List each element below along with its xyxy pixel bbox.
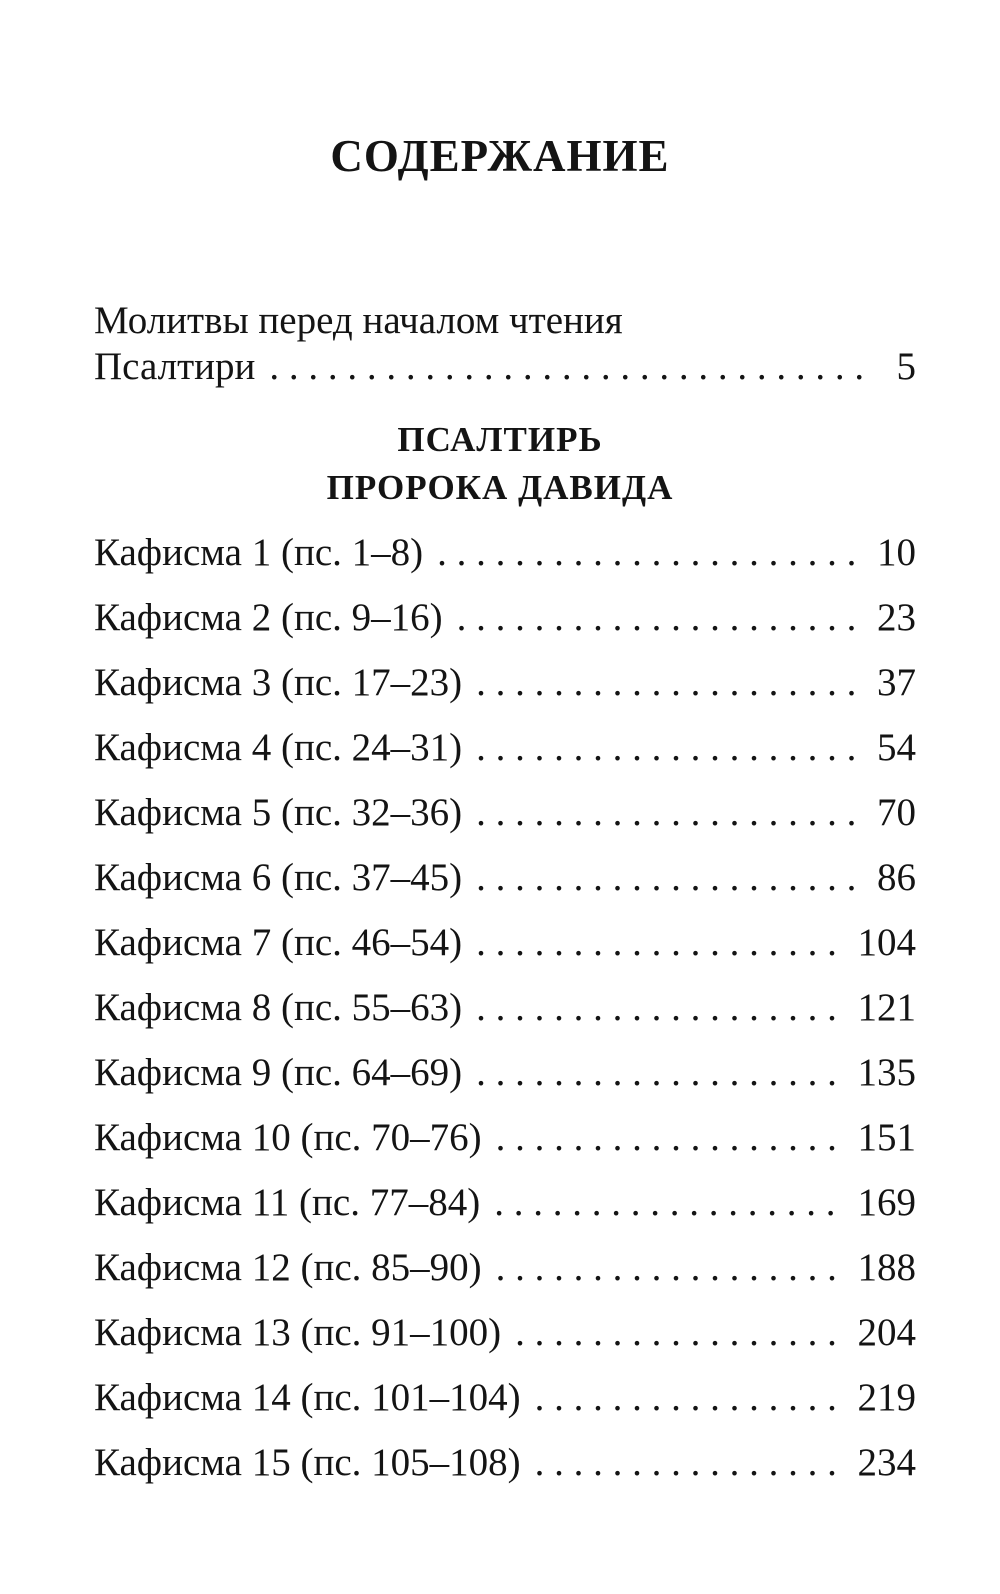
toc-entry-label: Кафисма 7 (пс. 46–54) <box>94 921 463 964</box>
section-heading-line1: ПСАЛТИРЬ <box>397 420 603 459</box>
toc-entry-page: 151 <box>857 1116 916 1159</box>
toc-entry <box>94 528 916 578</box>
toc-entry-label: Кафисма 10 (пс. 70–76) <box>94 1116 482 1159</box>
dot-leader <box>269 342 862 392</box>
intro-entry-page: 5 <box>896 345 916 388</box>
dot-leader <box>535 1438 844 1488</box>
toc-entry <box>94 1178 916 1228</box>
toc-entry <box>94 983 916 1033</box>
dot-leader <box>496 1243 844 1293</box>
toc-entry <box>94 1438 916 1488</box>
toc-entry <box>94 593 916 643</box>
toc-entry-page: 121 <box>857 986 916 1029</box>
toc-entry-label: Кафисма 6 (пс. 37–45) <box>94 856 463 899</box>
dot-leader <box>494 1178 843 1228</box>
dot-leader <box>476 853 862 903</box>
toc-entry <box>94 1243 916 1293</box>
dot-leader <box>476 983 843 1033</box>
toc-entry <box>94 853 916 903</box>
dot-leader <box>457 593 862 643</box>
toc-entry-label: Кафисма 12 (пс. 85–90) <box>94 1246 482 1289</box>
toc-entry-page: 104 <box>857 921 916 964</box>
intro-entry-label-line2: Псалтири <box>94 345 256 388</box>
dot-leader <box>496 1113 844 1163</box>
toc-entry-label: Кафисма 1 (пс. 1–8) <box>94 531 424 574</box>
dot-leader <box>476 788 862 838</box>
toc-entry <box>94 1048 916 1098</box>
toc-entry <box>94 723 916 773</box>
toc-entry <box>94 658 916 708</box>
toc-entry-page: 23 <box>877 596 916 639</box>
toc-entry-page: 219 <box>857 1376 916 1419</box>
toc-entry-page: 135 <box>857 1051 916 1094</box>
dot-leader <box>476 723 862 773</box>
toc-entry-label: Кафисма 3 (пс. 17–23) <box>94 661 463 704</box>
toc-entry-label: Кафисма 5 (пс. 32–36) <box>94 791 463 834</box>
toc-entry-label: Кафисма 11 (пс. 77–84) <box>94 1181 481 1224</box>
toc-entry-page: 234 <box>857 1441 916 1484</box>
toc-entry-label: Кафисма 8 (пс. 55–63) <box>94 986 463 1029</box>
dot-leader <box>535 1373 844 1423</box>
toc-entry-label: Кафисма 4 (пс. 24–31) <box>94 726 463 769</box>
toc-entry <box>94 918 916 968</box>
toc-entry-page: 70 <box>877 791 916 834</box>
dot-leader <box>476 918 843 968</box>
toc-entry-page: 86 <box>877 856 916 899</box>
intro-entry <box>94 342 916 392</box>
toc-entry-label: Кафисма 2 (пс. 9–16) <box>94 596 443 639</box>
toc-entry <box>94 1373 916 1423</box>
dot-leader <box>476 1048 843 1098</box>
toc-entry <box>94 788 916 838</box>
toc-entry-label: Кафисма 14 (пс. 101–104) <box>94 1376 521 1419</box>
dot-leader <box>476 658 862 708</box>
dot-leader <box>437 528 862 578</box>
toc-entry-page: 37 <box>877 661 916 704</box>
toc-entry-label: Кафисма 13 (пс. 91–100) <box>94 1311 502 1354</box>
toc-entry-page: 10 <box>877 531 916 574</box>
toc-entry-label: Кафисма 15 (пс. 105–108) <box>94 1441 521 1484</box>
toc-entry-page: 188 <box>857 1246 916 1289</box>
toc-entry-page: 169 <box>857 1181 916 1224</box>
toc-entry-page: 54 <box>877 726 916 769</box>
dot-leader <box>515 1308 843 1358</box>
page-title: СОДЕРЖАНИЕ <box>330 131 670 181</box>
section-heading-line2: ПРОРОКА ДАВИДА <box>326 468 674 507</box>
intro-entry-label-line1: Молитвы перед началом чтения <box>94 299 623 342</box>
toc-entry-page: 204 <box>857 1311 916 1354</box>
toc-entry-label: Кафисма 9 (пс. 64–69) <box>94 1051 463 1094</box>
toc-entry <box>94 1113 916 1163</box>
toc-entry <box>94 1308 916 1358</box>
